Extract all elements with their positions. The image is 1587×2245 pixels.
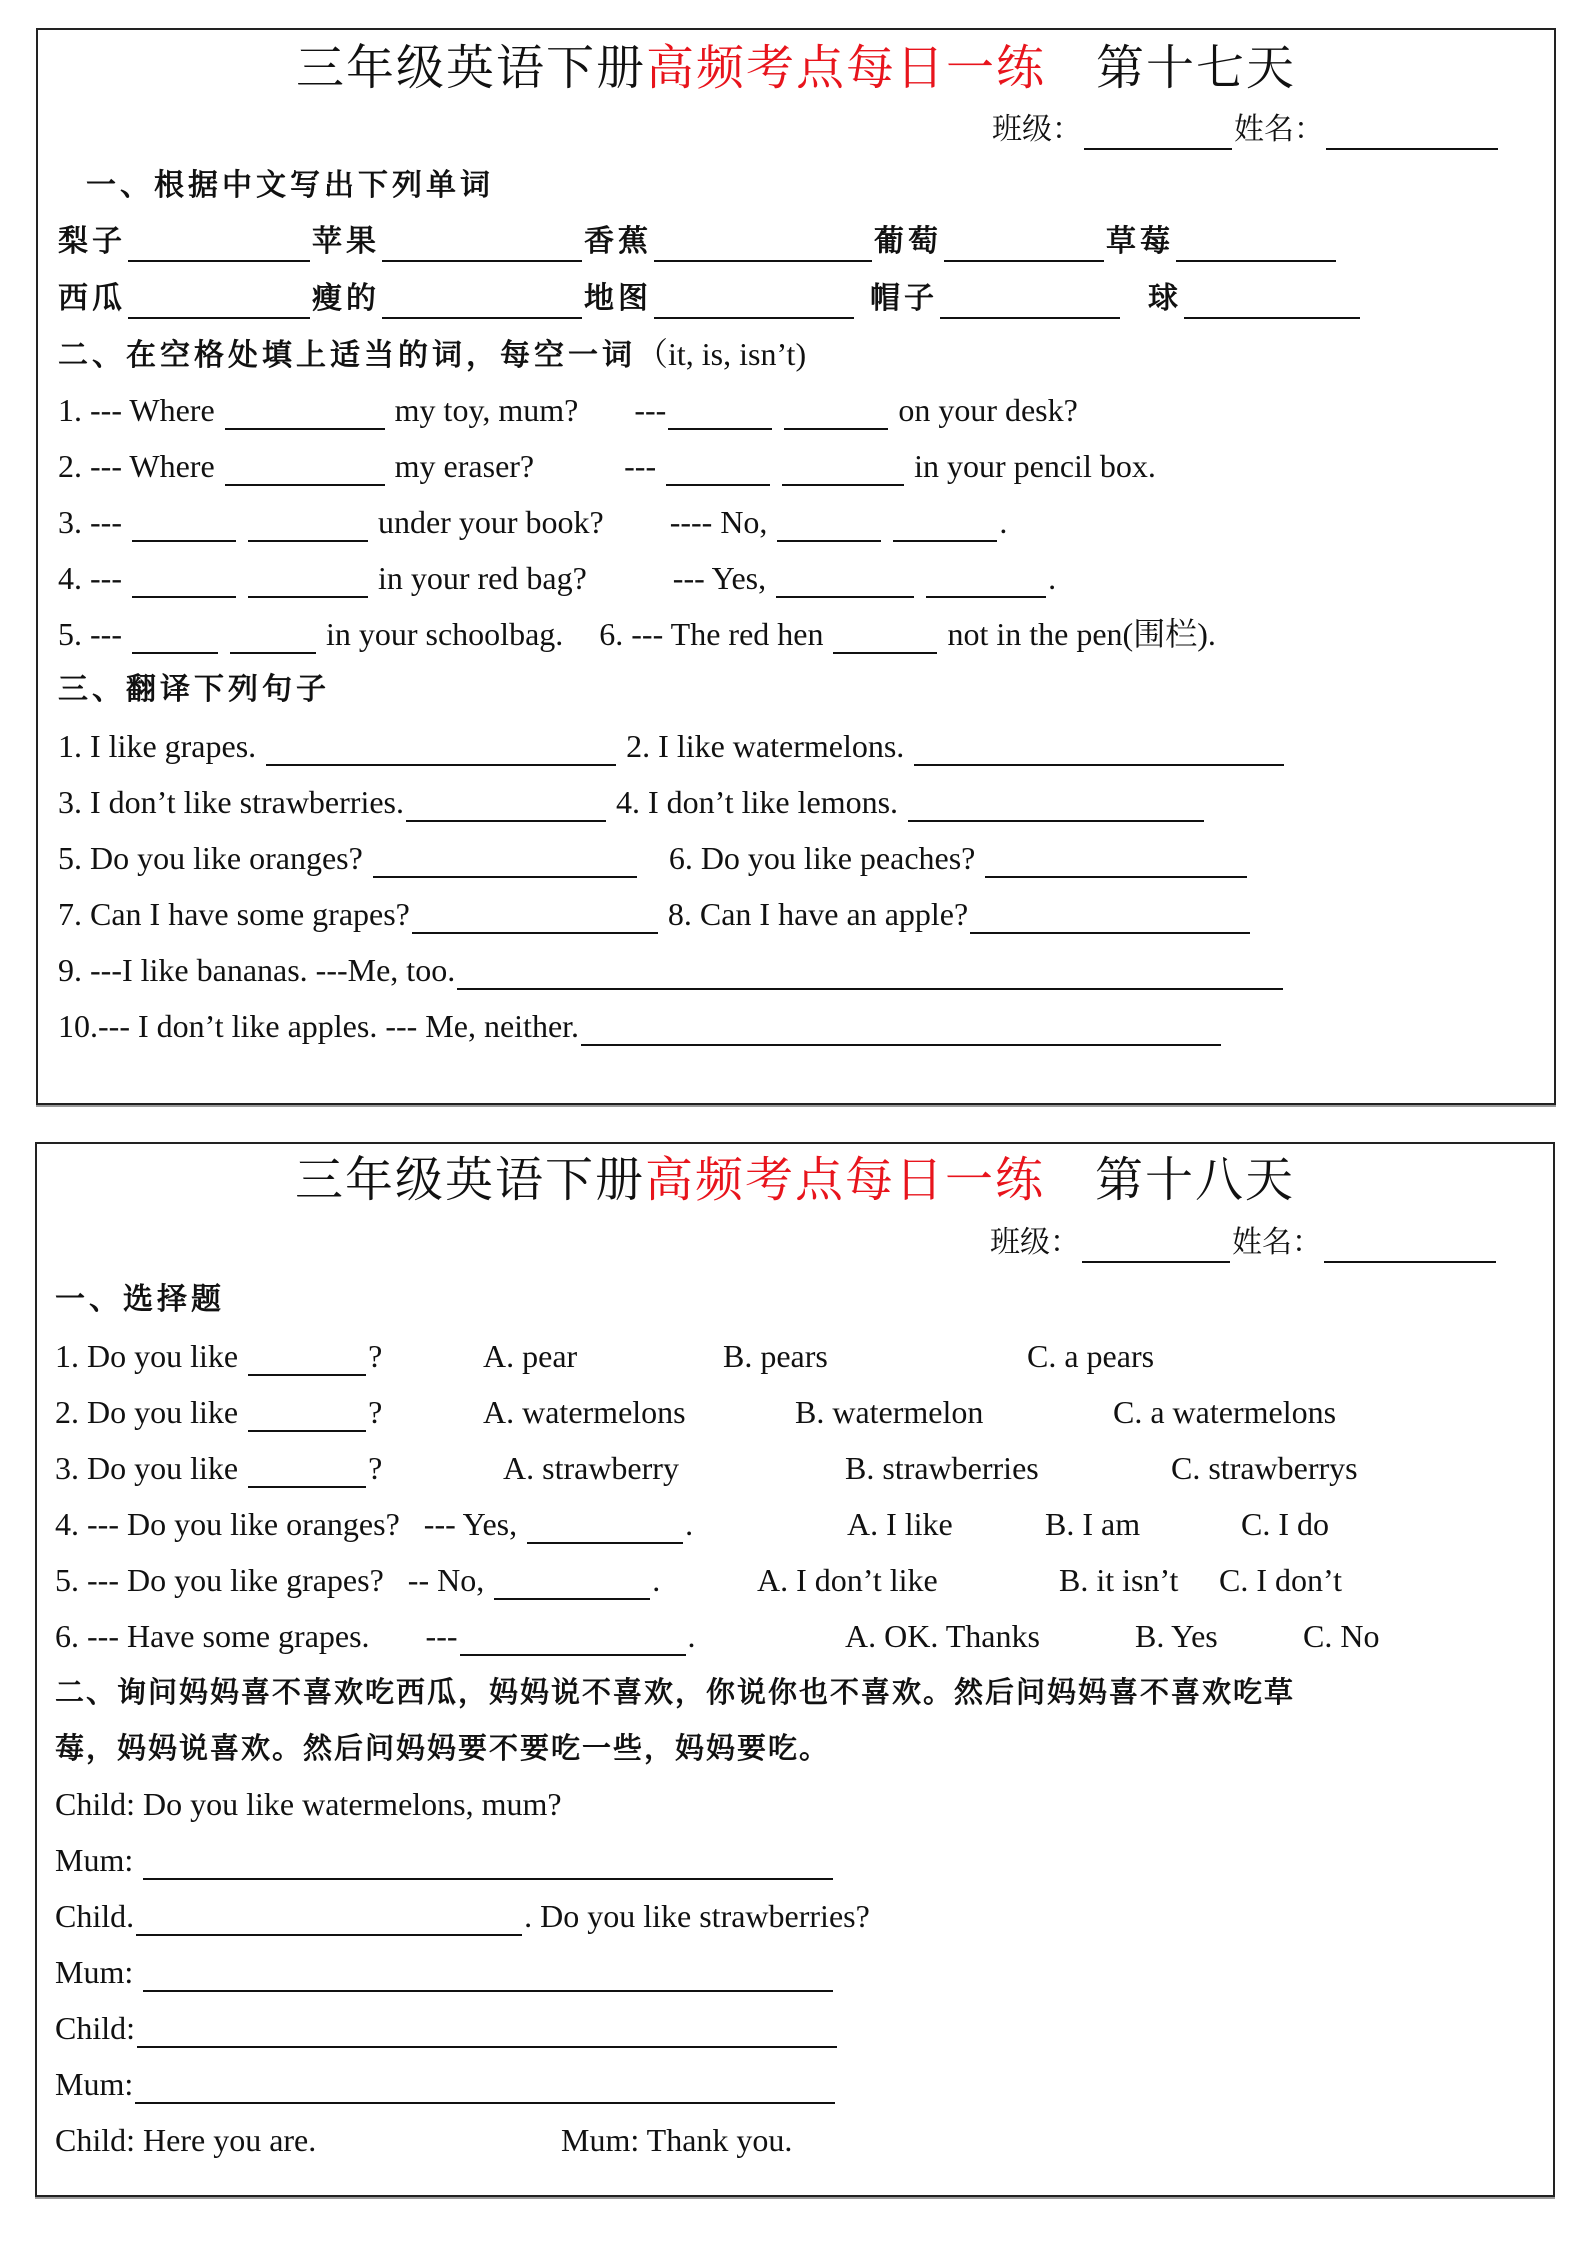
option-c[interactable]: C. I don’t bbox=[1219, 1562, 1342, 1598]
answer-blank[interactable] bbox=[135, 2072, 835, 2104]
question-text: . bbox=[1048, 560, 1057, 596]
answer-blank[interactable] bbox=[776, 566, 914, 598]
vocab-word: 香蕉 bbox=[584, 224, 652, 259]
option-a[interactable]: A. pear bbox=[483, 1338, 578, 1374]
vocab-word: 地图 bbox=[584, 281, 652, 316]
option-a[interactable]: A. I don’t like bbox=[757, 1562, 938, 1598]
question-stem: 5. --- Do you like grapes? -- No, bbox=[55, 1562, 485, 1598]
vocab-word: 苹果 bbox=[312, 224, 380, 259]
answer-blank[interactable] bbox=[248, 510, 368, 542]
question-text: not in the pen(围栏). bbox=[947, 616, 1216, 652]
vocab-word: 草莓 bbox=[1106, 224, 1174, 259]
question-end: ? bbox=[368, 1450, 383, 1486]
question-stem: 4. --- Do you like oranges? --- Yes, bbox=[55, 1506, 518, 1542]
title-grade: 三年级英语下册 bbox=[295, 40, 646, 96]
question-stem: 2. Do you like bbox=[55, 1394, 239, 1430]
answer-blank[interactable] bbox=[970, 902, 1250, 934]
answer-blank[interactable] bbox=[132, 510, 236, 542]
vocab-blank[interactable] bbox=[1176, 230, 1336, 262]
translate-item: 5. Do you like oranges? bbox=[58, 840, 363, 876]
class-name-row bbox=[990, 1223, 1498, 1263]
question-text: my eraser? bbox=[394, 448, 535, 484]
translate-row bbox=[58, 950, 1285, 990]
answer-blank[interactable] bbox=[527, 1512, 683, 1544]
answer-blank[interactable] bbox=[225, 454, 385, 486]
section-heading: 二、询问妈妈喜不喜欢吃西瓜，妈妈说不喜欢，你说你也不喜欢。然后问妈妈喜不喜欢吃草 bbox=[55, 1675, 1296, 1709]
speaker-label: Mum: bbox=[55, 1842, 134, 1878]
fill-question bbox=[58, 502, 1007, 542]
question-text: in your red bag? bbox=[377, 560, 587, 596]
answer-blank[interactable] bbox=[230, 622, 316, 654]
translate-row bbox=[58, 838, 1249, 878]
question-end: . bbox=[685, 1506, 694, 1542]
translate-row bbox=[58, 894, 1252, 934]
vocab-word: 西瓜 bbox=[58, 281, 126, 316]
question-text: 5. --- bbox=[58, 616, 122, 652]
answer-blank[interactable] bbox=[457, 958, 1283, 990]
translate-item: 4. I don’t like lemons. bbox=[615, 784, 899, 820]
option-b[interactable]: B. it isn’t bbox=[1059, 1562, 1179, 1598]
dialog-line bbox=[55, 2064, 837, 2104]
class-name-row bbox=[992, 110, 1500, 150]
answer-blank[interactable] bbox=[225, 398, 385, 430]
question-text: my toy, mum? bbox=[394, 392, 579, 428]
answer-blank[interactable] bbox=[248, 1456, 366, 1488]
question-text: 4. --- bbox=[58, 560, 122, 596]
translate-row bbox=[58, 1006, 1223, 1046]
name-input[interactable] bbox=[1324, 1231, 1496, 1263]
section-hint: （it, is, isn’t) bbox=[636, 336, 807, 372]
question-end: ? bbox=[368, 1394, 383, 1430]
section-heading-text: 二、在空格处填上适当的词，每空一词 bbox=[58, 338, 636, 373]
name-label: 姓名： bbox=[1234, 112, 1324, 147]
answer-blank[interactable] bbox=[782, 454, 904, 486]
fill-question bbox=[58, 446, 1156, 486]
question-stem: 1. Do you like bbox=[55, 1338, 239, 1374]
vocab-blank[interactable] bbox=[940, 287, 1120, 319]
answer-blank[interactable] bbox=[132, 622, 218, 654]
option-c[interactable]: C. a watermelons bbox=[1113, 1394, 1337, 1430]
answer-blank[interactable] bbox=[137, 2016, 837, 2048]
worksheet-title bbox=[38, 38, 1554, 98]
answer-blank[interactable] bbox=[777, 510, 881, 542]
option-b[interactable]: B. watermelon bbox=[795, 1394, 984, 1430]
vocab-blank[interactable] bbox=[654, 230, 872, 262]
question-text: 2. --- Where bbox=[58, 448, 215, 484]
vocab-blank[interactable] bbox=[382, 230, 582, 262]
vocab-word: 帽子 bbox=[870, 281, 938, 316]
worksheet-day18 bbox=[35, 1142, 1555, 2197]
worksheet-title bbox=[37, 1150, 1553, 1210]
title-day: 第十八天 bbox=[1095, 1152, 1296, 1208]
question-text: in your pencil box. bbox=[914, 448, 1156, 484]
vocab-row bbox=[58, 222, 1338, 262]
option-a[interactable]: A. strawberry bbox=[503, 1450, 679, 1486]
vocab-blank[interactable] bbox=[128, 230, 310, 262]
class-label: 班级： bbox=[992, 112, 1082, 147]
vocab-word: 梨子 bbox=[58, 224, 126, 259]
vocab-word: 瘦的 bbox=[312, 281, 380, 316]
translate-row bbox=[58, 782, 1206, 822]
answer-blank[interactable] bbox=[136, 1904, 522, 1936]
option-c[interactable]: C. a pears bbox=[1027, 1338, 1155, 1374]
option-c[interactable]: C. No bbox=[1303, 1618, 1380, 1654]
fill-question bbox=[58, 614, 1216, 654]
choice-question bbox=[55, 1448, 1358, 1488]
question-stem: 6. --- Have some grapes. --- bbox=[55, 1618, 458, 1654]
translate-item: 2. I like watermelons. bbox=[626, 728, 905, 764]
choice-question bbox=[55, 1560, 1342, 1600]
answer-blank[interactable] bbox=[833, 622, 937, 654]
speaker-label: Child: bbox=[55, 2010, 136, 2046]
section-heading: 一、选择题 bbox=[55, 1282, 225, 1317]
answer-blank[interactable] bbox=[784, 398, 888, 430]
answer-blank[interactable] bbox=[494, 1568, 650, 1600]
vocab-row bbox=[58, 279, 1362, 319]
answer-blank[interactable] bbox=[266, 734, 616, 766]
translate-item: 6. Do you like peaches? bbox=[668, 840, 976, 876]
question-text: 6. --- The red hen bbox=[599, 616, 824, 652]
dialog-text: Mum: Thank you. bbox=[561, 2122, 793, 2158]
answer-blank[interactable] bbox=[248, 566, 368, 598]
answer-blank[interactable] bbox=[132, 566, 236, 598]
question-text: --- bbox=[624, 448, 657, 484]
translate-item: 7. Can I have some grapes? bbox=[58, 896, 410, 932]
question-text: ---- No, bbox=[669, 504, 768, 540]
speaker-label: Mum: bbox=[55, 2066, 134, 2102]
answer-blank[interactable] bbox=[581, 1014, 1221, 1046]
choice-question bbox=[55, 1336, 1155, 1376]
name-label: 姓名： bbox=[1232, 1225, 1322, 1260]
choice-question bbox=[55, 1616, 1380, 1656]
dialog-line: Child: Do you like watermelons, mum? bbox=[55, 1786, 562, 1822]
answer-blank[interactable] bbox=[914, 734, 1284, 766]
speaker-label: Mum: bbox=[55, 1954, 134, 1990]
dialog-line bbox=[55, 1952, 835, 1992]
answer-blank[interactable] bbox=[373, 846, 637, 878]
speaker-label: Child. bbox=[55, 1898, 135, 1934]
dialog-text: . Do you like strawberries? bbox=[524, 1898, 870, 1934]
choice-question bbox=[55, 1504, 1329, 1544]
question-text: in your schoolbag. bbox=[325, 616, 564, 652]
answer-blank[interactable] bbox=[668, 398, 772, 430]
option-a[interactable]: A. I like bbox=[847, 1506, 953, 1542]
option-c[interactable]: C. strawberrys bbox=[1171, 1450, 1358, 1486]
question-text: under your book? bbox=[377, 504, 604, 540]
answer-blank[interactable] bbox=[248, 1400, 366, 1432]
question-end: . bbox=[687, 1618, 696, 1654]
dialog-line bbox=[55, 1840, 835, 1880]
section-heading: 莓，妈妈说喜欢。然后问妈妈要不要吃一些，妈妈要吃。 bbox=[55, 1731, 831, 1765]
answer-blank[interactable] bbox=[926, 566, 1046, 598]
class-input[interactable] bbox=[1082, 1231, 1230, 1263]
question-text: . bbox=[999, 504, 1008, 540]
title-highlight: 高频考点每日一练 bbox=[644, 1152, 1045, 1208]
translate-row bbox=[58, 726, 1286, 766]
title-day: 第十七天 bbox=[1096, 40, 1297, 96]
section-heading: 一、根据中文写出下列单词 bbox=[86, 168, 494, 203]
title-highlight: 高频考点每日一练 bbox=[645, 40, 1046, 96]
option-b[interactable]: B. pears bbox=[723, 1338, 828, 1374]
vocab-blank[interactable] bbox=[944, 230, 1104, 262]
fill-question bbox=[58, 390, 1078, 430]
class-input[interactable] bbox=[1084, 118, 1232, 150]
answer-blank[interactable] bbox=[908, 790, 1204, 822]
dialog-line bbox=[55, 2120, 793, 2160]
question-text: on your desk? bbox=[898, 392, 1078, 428]
class-label: 班级： bbox=[990, 1225, 1080, 1260]
answer-blank[interactable] bbox=[143, 1848, 833, 1880]
question-text: 3. --- bbox=[58, 504, 122, 540]
answer-blank[interactable] bbox=[412, 902, 658, 934]
worksheet-day17 bbox=[36, 28, 1556, 1105]
question-text: 1. --- Where bbox=[58, 392, 215, 428]
translate-item: 8. Can I have an apple? bbox=[667, 896, 969, 932]
answer-blank[interactable] bbox=[406, 790, 606, 822]
option-a[interactable]: A. OK. Thanks bbox=[845, 1618, 1040, 1654]
answer-blank[interactable] bbox=[985, 846, 1247, 878]
translate-item: 9. ---I like bananas. ---Me, too. bbox=[58, 952, 456, 988]
translate-item: 3. I don’t like strawberries. bbox=[58, 784, 404, 820]
dialog-text: Child: Here you are. bbox=[55, 2122, 317, 2158]
option-c[interactable]: C. I do bbox=[1241, 1506, 1329, 1542]
option-a[interactable]: A. watermelons bbox=[483, 1394, 686, 1430]
answer-blank[interactable] bbox=[666, 454, 770, 486]
question-text: --- Yes, bbox=[672, 560, 767, 596]
question-end: . bbox=[652, 1562, 661, 1598]
answer-blank[interactable] bbox=[460, 1624, 686, 1656]
option-b[interactable]: B. Yes bbox=[1135, 1618, 1218, 1654]
question-end: ? bbox=[368, 1338, 383, 1374]
fill-question bbox=[58, 558, 1056, 598]
vocab-blank[interactable] bbox=[382, 287, 582, 319]
option-b[interactable]: B. strawberries bbox=[845, 1450, 1039, 1486]
vocab-blank[interactable] bbox=[654, 287, 854, 319]
answer-blank[interactable] bbox=[893, 510, 997, 542]
vocab-blank[interactable] bbox=[128, 287, 310, 319]
translate-item: 10.--- I don’t like apples. --- Me, neither. bbox=[58, 1008, 580, 1044]
vocab-word: 葡萄 bbox=[874, 224, 942, 259]
name-input[interactable] bbox=[1326, 118, 1498, 150]
answer-blank[interactable] bbox=[143, 1960, 833, 1992]
dialog-line bbox=[55, 1896, 870, 1936]
title-grade: 三年级英语下册 bbox=[294, 1152, 645, 1208]
choice-question bbox=[55, 1392, 1337, 1432]
question-text: --- bbox=[634, 392, 667, 428]
translate-item: 1. I like grapes. bbox=[58, 728, 257, 764]
question-stem: 3. Do you like bbox=[55, 1450, 239, 1486]
vocab-blank[interactable] bbox=[1184, 287, 1360, 319]
answer-blank[interactable] bbox=[248, 1344, 366, 1376]
option-b[interactable]: B. I am bbox=[1045, 1506, 1141, 1542]
dialog-line bbox=[55, 2008, 839, 2048]
section-heading bbox=[58, 334, 806, 374]
vocab-word: 球 bbox=[1148, 281, 1182, 316]
section-heading: 三、翻译下列句子 bbox=[58, 672, 330, 707]
